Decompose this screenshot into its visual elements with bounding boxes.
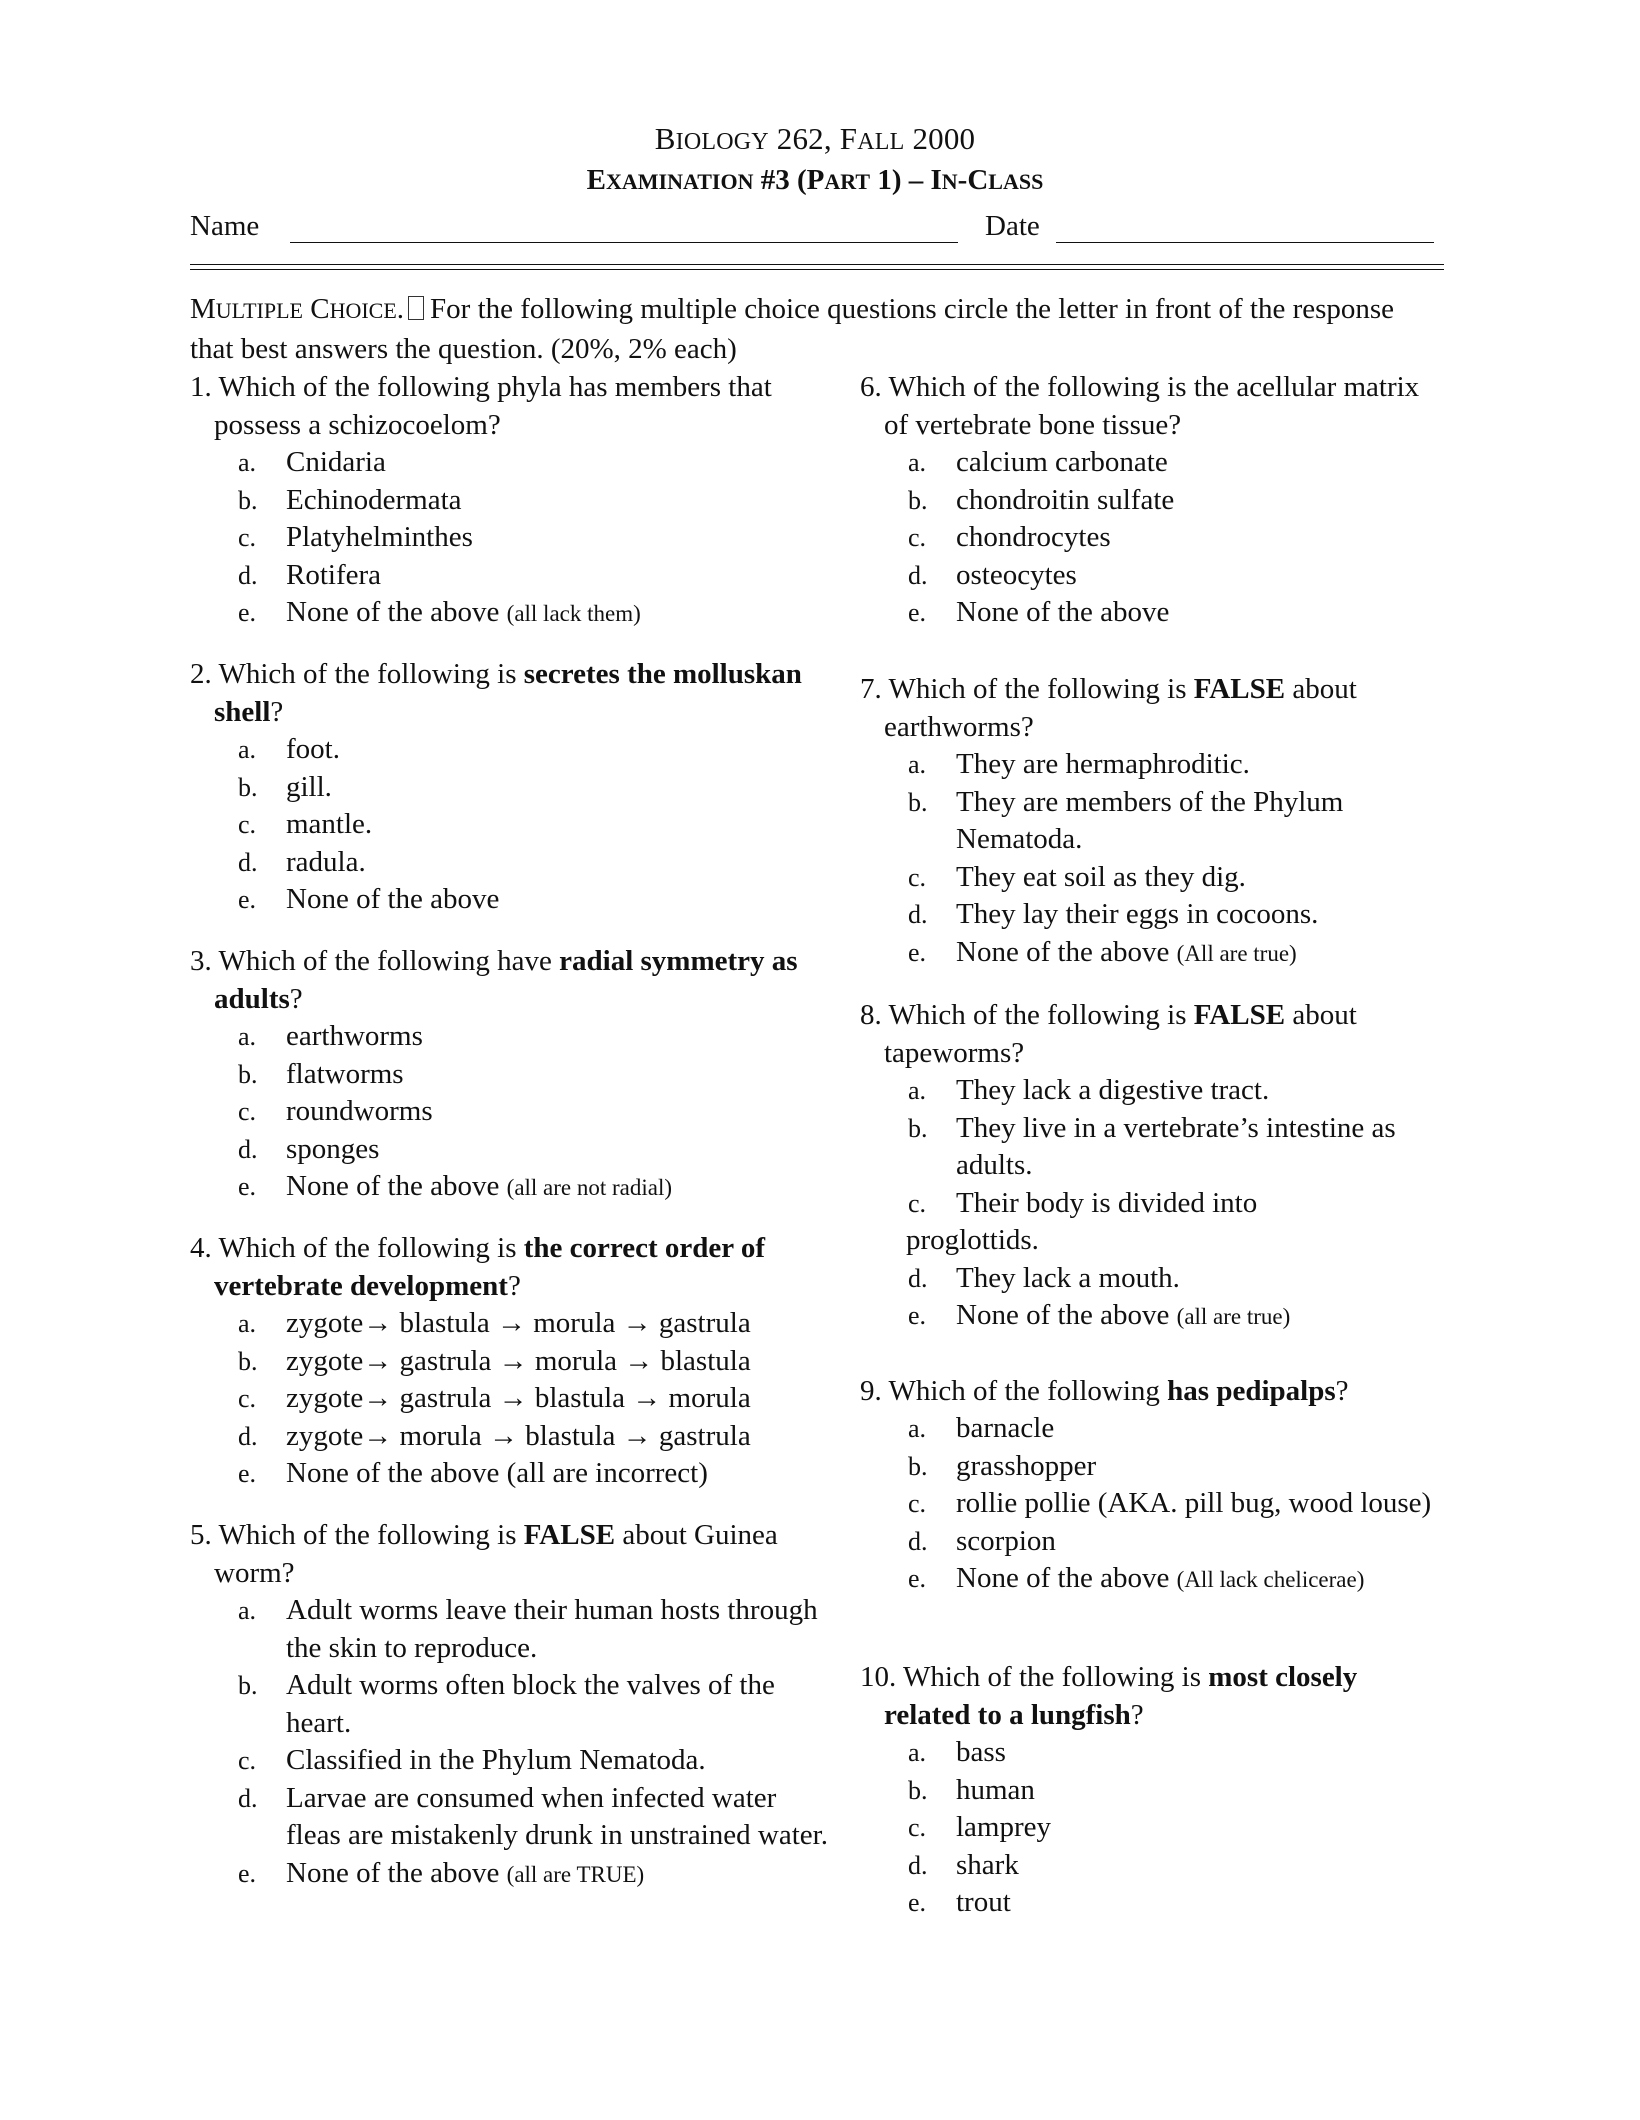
option-e[interactable] [190, 881, 830, 919]
option-letter: c. [908, 1489, 927, 1518]
question-text: Which of the following is [888, 673, 1194, 705]
question-1-options [190, 444, 830, 633]
exam-title [190, 161, 1440, 204]
option-a[interactable] [860, 746, 1450, 784]
question-5-options [190, 1592, 830, 1893]
option-text: None of the above [286, 883, 500, 915]
option-text: None of the above [956, 1299, 1170, 1331]
question-3 [190, 942, 830, 1207]
question-text: Which of the following have [218, 945, 560, 977]
course-title [190, 120, 1440, 161]
option-a[interactable] [190, 1592, 830, 1667]
option-note: (all are true) [1176, 1304, 1291, 1329]
exam-page [190, 120, 1440, 1918]
option-letter: b. [908, 1775, 928, 1805]
question-7 [860, 670, 1450, 972]
option-text: chondrocytes [956, 521, 1111, 553]
option-text: proglottids. [906, 1224, 1039, 1256]
option-e[interactable] [190, 1168, 830, 1207]
option-letter: a. [238, 1309, 257, 1338]
option-letter: c. [238, 1746, 257, 1775]
option-letter: c. [908, 1813, 927, 1842]
question-6 [860, 368, 1450, 632]
option-text: zygote→ gastrula → blastula → morula [286, 1382, 751, 1414]
option-b[interactable] [860, 1110, 1450, 1185]
option-d[interactable] [860, 557, 1450, 595]
question-2-stem [190, 655, 830, 731]
option-d[interactable] [190, 1780, 830, 1855]
question-4-options [190, 1305, 830, 1493]
question-5-stem [190, 1516, 830, 1592]
option-letter: a. [238, 448, 257, 477]
option-d[interactable] [860, 1523, 1450, 1561]
question-number: 6. [860, 371, 882, 403]
option-letter: d. [238, 560, 258, 590]
exam-first-letter: E [586, 164, 606, 196]
option-letter: c. [238, 1097, 257, 1126]
option-note: (All are true) [1176, 940, 1297, 966]
option-letter: d. [238, 1134, 258, 1164]
option-letter: c. [238, 810, 257, 839]
option-note: (all are TRUE) [506, 1861, 645, 1887]
section-title [190, 293, 404, 325]
option-b[interactable] [190, 1056, 830, 1094]
question-7-stem [860, 670, 1450, 746]
question-1 [190, 368, 830, 633]
question-number: 8. [860, 999, 882, 1031]
question-1-stem [190, 368, 830, 444]
option-text: None of the above [956, 1562, 1170, 1594]
option-letter: d. [908, 1850, 928, 1880]
option-text: grasshopper [956, 1449, 1097, 1482]
option-e[interactable] [860, 1560, 1450, 1599]
option-letter: b. [238, 1346, 258, 1376]
option-text: foot. [286, 733, 340, 765]
option-c-continuation [860, 1222, 1450, 1260]
option-b[interactable] [190, 482, 830, 520]
option-letter: b. [908, 1113, 928, 1143]
option-letter: a. [238, 735, 257, 764]
option-b[interactable] [860, 1448, 1450, 1486]
option-c[interactable] [860, 1809, 1450, 1847]
option-letter: e. [908, 598, 927, 627]
option-letter: c. [908, 1188, 927, 1218]
option-b[interactable] [190, 1667, 830, 1742]
option-b[interactable] [190, 1343, 830, 1381]
question-text: Which of the following phyla has members that possess a schizocoelom? [214, 371, 772, 441]
question-10-stem [860, 1658, 1450, 1734]
option-text: earthworms [286, 1020, 423, 1052]
section-period: . [396, 293, 405, 325]
question-7-options [860, 746, 1450, 972]
option-text: zygote→ blastula → morula → gastrula [286, 1307, 751, 1339]
option-letter: e. [238, 885, 257, 914]
option-letter: b. [238, 485, 258, 515]
term-rest: ALL [857, 129, 905, 155]
option-text: None of the above [286, 1170, 500, 1202]
option-letter: e. [908, 1301, 927, 1330]
question-number: 5. [190, 1519, 212, 1551]
date-label: Date [985, 210, 1040, 242]
question-9 [860, 1372, 1450, 1599]
option-text: flatworms [286, 1057, 404, 1090]
in-dash: - [957, 164, 968, 196]
option-text: radula. [286, 845, 366, 878]
question-6-stem [860, 368, 1450, 444]
question-text-end: about tapeworms? [884, 999, 1357, 1069]
question-text: Which of the following is [218, 1519, 524, 1551]
question-emphasis: FALSE [1193, 673, 1286, 705]
option-text: sponges [286, 1132, 380, 1165]
question-text-end: ? [507, 1270, 521, 1302]
option-text: shark [956, 1848, 1019, 1881]
option-c[interactable] [190, 806, 830, 844]
option-text: calcium carbonate [956, 446, 1168, 478]
option-text: They eat soil as they dig. [956, 860, 1246, 893]
option-letter: d. [238, 1783, 258, 1813]
instructions-text: For the following multiple choice questions circle the letter in front of the response that best answers the question. (20%, 2% each) [190, 293, 1395, 365]
question-10-options [860, 1734, 1450, 1922]
question-emphasis: the correct order of vertebrate development [214, 1232, 766, 1302]
part-rest: ART [824, 169, 871, 194]
question-3-options [190, 1018, 830, 1207]
question-number: 2. [190, 658, 212, 690]
question-2-options [190, 731, 830, 919]
question-number: 10. [860, 1661, 897, 1693]
option-d[interactable] [860, 896, 1450, 934]
question-9-stem [860, 1372, 1450, 1410]
question-text: Which of the following is the acellular matrix of vertebrate bone tissue? [884, 371, 1420, 441]
option-text: They lack a mouth. [956, 1261, 1180, 1294]
option-c[interactable] [190, 1380, 830, 1418]
option-b[interactable] [860, 1772, 1450, 1810]
option-text: None of the above [286, 596, 500, 628]
option-text: roundworms [286, 1095, 433, 1127]
option-c[interactable] [190, 1093, 830, 1131]
option-letter: a. [238, 1022, 257, 1051]
option-text: They live in a vertebrate’s intestine as adults. [956, 1111, 1396, 1181]
option-e[interactable] [190, 1455, 830, 1493]
option-d[interactable] [190, 557, 830, 595]
question-emphasis: radial symmetry as adults [214, 945, 798, 1015]
option-a[interactable] [860, 1410, 1450, 1448]
option-a[interactable] [190, 444, 830, 482]
question-text: Which of the following is [218, 658, 524, 690]
option-letter: b. [908, 485, 928, 515]
question-8-options [860, 1072, 1450, 1336]
question-text: Which of the following is [902, 1661, 1209, 1693]
option-letter: c. [238, 1384, 257, 1413]
option-text: gill. [286, 770, 332, 803]
option-text: bass [956, 1736, 1006, 1768]
option-e[interactable] [860, 934, 1450, 973]
question-6-options [860, 444, 1450, 632]
option-text: zygote→ morula → blastula → gastrula [286, 1419, 751, 1452]
name-blank-line[interactable] [290, 242, 958, 243]
option-letter: d. [908, 1263, 928, 1293]
question-emphasis: FALSE [1193, 999, 1286, 1031]
course-rest: IOLOGY [675, 129, 769, 155]
option-text: They lack a digestive tract. [956, 1074, 1270, 1106]
option-text: osteocytes [956, 558, 1077, 591]
question-9-options [860, 1410, 1450, 1599]
exam-number: #3 ( [753, 164, 807, 196]
question-2 [190, 655, 830, 919]
option-c[interactable] [860, 1485, 1450, 1523]
option-text: Their body is divided into [956, 1186, 1258, 1219]
option-text: None of the above [956, 935, 1170, 968]
option-a[interactable] [860, 1734, 1450, 1772]
question-3-stem [190, 942, 830, 1018]
option-letter: e. [908, 937, 927, 967]
option-text: Adult worms often block the valves of the heart. [286, 1669, 775, 1739]
option-text: zygote→ gastrula → morula → blastula [286, 1344, 751, 1377]
option-text: trout [956, 1886, 1011, 1918]
option-e[interactable] [860, 594, 1450, 632]
option-letter: e. [238, 598, 257, 627]
option-text: rollie pollie (AKA. pill bug, wood louse) [956, 1487, 1432, 1519]
option-letter: a. [908, 1076, 927, 1105]
option-c[interactable] [860, 1185, 1450, 1223]
question-emphasis: most closely related to a lungfish [884, 1661, 1358, 1731]
header-double-rule [190, 264, 1444, 270]
option-a[interactable] [860, 1072, 1450, 1110]
in-first-letter: I [930, 164, 942, 196]
date-blank-line[interactable] [1056, 242, 1434, 243]
class-first-letter: C [967, 164, 989, 196]
option-letter: d. [238, 847, 258, 877]
course-number: 262, [768, 121, 840, 156]
option-a[interactable] [190, 731, 830, 769]
option-text: None of the above (all are incorrect) [286, 1457, 708, 1489]
option-letter: e. [908, 1888, 927, 1917]
option-note: (all are not radial) [506, 1175, 673, 1200]
option-a[interactable] [860, 444, 1450, 482]
option-e[interactable] [860, 1884, 1450, 1922]
option-letter: e. [908, 1564, 927, 1593]
option-text: scorpion [956, 1524, 1056, 1557]
option-letter: b. [238, 1671, 258, 1700]
question-emphasis: has pedipalps [1167, 1375, 1336, 1407]
option-d[interactable] [190, 844, 830, 882]
option-text: Rotifera [286, 558, 382, 591]
option-letter: e. [238, 1858, 257, 1888]
question-text-end: ? [289, 983, 303, 1015]
mc-first-letter: M [190, 293, 216, 325]
name-date-row [190, 204, 1440, 248]
course-first-letter: B [654, 121, 676, 156]
question-8 [860, 996, 1450, 1336]
option-d[interactable] [190, 1418, 830, 1456]
question-number: 7. [860, 673, 882, 705]
option-c[interactable] [190, 1742, 830, 1780]
option-a[interactable] [190, 1018, 830, 1056]
question-number: 1. [190, 371, 212, 403]
option-text: chondroitin sulfate [956, 483, 1175, 516]
part-number: 1) – [870, 164, 931, 196]
option-text: Adult worms leave their human hosts through the skin to reproduce. [286, 1594, 818, 1664]
option-text: lamprey [956, 1811, 1052, 1843]
term-year: 2000 [904, 121, 976, 156]
option-letter: a. [908, 448, 927, 477]
choice-first-letter: C [310, 293, 330, 325]
option-letter: b. [238, 772, 258, 802]
question-number: 3. [190, 945, 212, 977]
option-c[interactable] [860, 519, 1450, 557]
question-number: 9. [860, 1375, 882, 1407]
option-b[interactable] [190, 769, 830, 807]
option-d[interactable] [860, 1847, 1450, 1885]
option-text: Larvae are consumed when infected water fleas are mistakenly drunk in unstrained water. [286, 1781, 828, 1851]
option-letter: d. [908, 1526, 928, 1556]
question-4 [190, 1229, 830, 1493]
part-first-letter: P [806, 164, 825, 196]
option-text: None of the above [286, 1856, 500, 1889]
option-text: Echinodermata [286, 483, 462, 516]
question-text-end: about earthworms? [884, 673, 1357, 743]
option-letter: c. [908, 523, 927, 552]
question-text-end: ? [1130, 1699, 1144, 1731]
option-letter: b. [238, 1059, 258, 1089]
option-text: Platyhelminthes [286, 521, 473, 553]
option-text: Classified in the Phylum Nematoda. [286, 1744, 706, 1776]
option-letter: a. [908, 1414, 927, 1443]
choice-rest: HOICE [329, 298, 397, 323]
option-e[interactable] [190, 594, 830, 633]
option-d[interactable] [190, 1131, 830, 1169]
option-letter: e. [238, 1459, 257, 1488]
option-b[interactable] [860, 482, 1450, 520]
option-text: They are hermaphroditic. [956, 748, 1250, 780]
option-letter: e. [238, 1172, 257, 1201]
option-letter: d. [238, 1421, 258, 1451]
option-e[interactable] [860, 1297, 1450, 1336]
question-5 [190, 1516, 830, 1893]
in-rest: N [941, 169, 958, 194]
question-8-stem [860, 996, 1450, 1072]
option-letter: c. [238, 523, 257, 552]
question-text-end: about Guinea worm? [214, 1519, 778, 1589]
question-text: Which of the following is [888, 999, 1194, 1031]
option-c[interactable] [190, 519, 830, 557]
question-text: Which of the following [888, 1375, 1168, 1407]
question-text: Which of the following is [218, 1232, 524, 1264]
term-first-letter: F [839, 121, 858, 156]
option-text: mantle. [286, 808, 373, 840]
option-e[interactable] [190, 1855, 830, 1894]
option-d[interactable] [860, 1260, 1450, 1298]
option-text: Cnidaria [286, 446, 386, 478]
question-text-end: ? [1335, 1375, 1349, 1407]
mc-rest: ULTIPLE [215, 298, 303, 323]
exam-rest: XAMINATION [606, 169, 754, 194]
option-text: barnacle [956, 1412, 1055, 1444]
option-text: They are members of the Phylum Nematoda. [956, 785, 1344, 855]
question-text-end: ? [270, 696, 284, 728]
option-b[interactable] [860, 784, 1450, 859]
option-letter: a. [238, 1596, 257, 1625]
question-number: 4. [190, 1232, 212, 1264]
option-note: (All lack chelicerae) [1176, 1567, 1365, 1592]
question-4-stem [190, 1229, 830, 1305]
option-letter: c. [908, 862, 927, 892]
option-a[interactable] [190, 1305, 830, 1343]
name-label: Name [190, 210, 260, 242]
class-rest: LASS [988, 169, 1044, 194]
question-10 [860, 1658, 1450, 1922]
option-letter: d. [908, 900, 928, 929]
option-c[interactable] [860, 859, 1450, 897]
question-emphasis: secretes the molluskan shell [214, 658, 802, 728]
option-text: None of the above [956, 596, 1170, 628]
option-letter: b. [908, 787, 928, 817]
option-letter: a. [908, 1738, 927, 1767]
missing-glyph-box-icon [408, 296, 424, 320]
option-letter: d. [908, 560, 928, 590]
question-emphasis: FALSE [523, 1519, 616, 1551]
option-letter: b. [908, 1451, 928, 1481]
option-text: human [956, 1773, 1035, 1806]
instructions [190, 290, 1440, 368]
option-text: They lay their eggs in cocoons. [956, 898, 1319, 930]
option-note: (all lack them) [506, 601, 641, 626]
option-letter: a. [908, 750, 927, 779]
